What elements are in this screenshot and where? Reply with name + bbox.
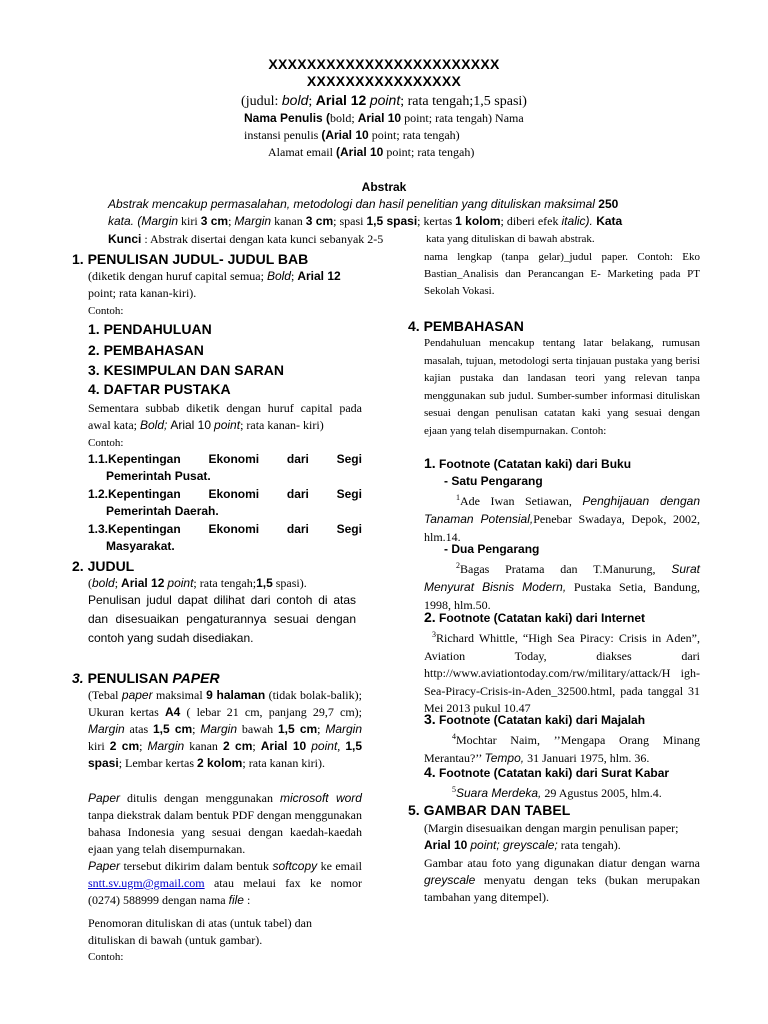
section-5-note: (Margin disesuaikan dengan margin penulisan paper; Arial 10 point; greyscale; rata tengah). — [424, 821, 679, 852]
footnote-magazine-ref: $^4$Mochtar Naim, ’’Mengapa Orang Minang Merantau?’’ Tempo, 31 Januari 1975, hlm. 36. — [424, 732, 700, 765]
footnote-internet-ref: $^3$Richard Whittle, “High Sea Piracy: Crisis in Aden”, Aviation Today, diakses dari http://www.aviationtoday.com/rw/military/attack/H igh-Sea-Piracy-Crisis-in-Aden_32500.html, pada tanggal 31 Mei 2013 pukul 10.47 — [424, 630, 700, 715]
abstract-line-3-right: kata yang dituliskan di bawah abstrak. — [426, 233, 595, 245]
subchapter-contoh: Contoh: — [88, 437, 124, 449]
subchapter-list — [88, 451, 362, 555]
footnote-book-ref-1: $^1$Ade Iwan Setiawan, Penghijauan dengan Tanaman Potensial,Penebar Swadaya, Depok, 2002, hlm.14. — [424, 493, 701, 544]
section-1-heading: 1. PENULISAN JUDUL- JUDUL BAB — [72, 251, 309, 267]
section-1-contoh: Contoh: — [88, 305, 124, 317]
abstract-line-1: Abstrak mencakup permasalahan, metodologi dan hasil penelitian yang dituliskan maksimal 250 — [108, 197, 619, 211]
footnote-internet-heading: 2. Footnote (Catatan kaki) dari Internet — [424, 609, 646, 625]
abstract-line-3-left: Kunci : Abstrak disertai dengan kata kunci sebanyak 2-5 — [108, 232, 384, 246]
email-note: Alamat email (Arial 10 point; rata tengah) — [268, 145, 475, 159]
section-3-submission-note: Paper tersebut dikirim dalam bentuk softcopy ke email sntt.sv.ugm@gmail.com atau melaui fax ke nomor (0274) 588999 dengan nama file : — [88, 859, 362, 907]
abstract-heading: Abstrak — [361, 180, 407, 194]
paper-title-line-1: XXXXXXXXXXXXXXXXXXXXXXXX — [268, 56, 500, 72]
section-4-body: Pendahuluan mencakup tentang latar belakang, rumusan masalah, tujuan, metodologi serta tinjauan pustaka yang berisi kajian pustaka dan landasan teori yang relevan tanpa menggunakan sub judul. Sumber-sumber informasi dituliskan sesuai dengan penulisan catatan kaki yang sesuai dengan ejaan yang telah disempurnakan. Contoh: — [424, 337, 700, 437]
section-2-body: Penulisan judul dapat dilihat dari contoh di atas dan disesuaikan pengaturannya sesuai dengan contoh yang sudah disediakan. — [88, 593, 356, 645]
section-2-note: (bold; Arial 12 point; rata tengah;1,5 spasi). — [88, 576, 307, 590]
chapter-item-3: 3. KESIMPULAN DAN SARAN — [88, 362, 285, 378]
institution-note: instansi penulis (Arial 10 point; rata tengah) — [244, 128, 460, 142]
chapter-item-2: 2. PEMBAHASAN — [88, 342, 204, 358]
footnote-newspaper-ref: $^5$Suara Merdeka, 29 Agustus 2005, hlm.4. — [452, 785, 662, 800]
paper-title-line-2: XXXXXXXXXXXXXXXX — [306, 73, 462, 89]
footnote-newspaper-heading: 4. Footnote (Catatan kaki) dari Surat Kabar — [424, 764, 670, 780]
section-3-word-note: Paper ditulis dengan menggunakan microsoft word tanpa diekstrak dalam bentuk PDF dengan menggunakan bahasa Indonesia yang sesuai dengan kaedah-kaedah ejaan yang telah disempurnakan. — [88, 791, 362, 856]
abstract-line-2: kata. (Margin kiri 3 cm; Margin kanan 3 cm; spasi 1,5 spasi; kertas 1 kolom; diberi efek italic). Kata — [108, 214, 623, 228]
subchapter-item-1: 1.1.Kepentingan Ekonomi dari Segi Pemerintah Pusat. — [88, 452, 362, 483]
footnote-magazine-heading: 3. Footnote (Catatan kaki) dari Majalah — [424, 711, 646, 727]
two-authors-label: - Dua Pengarang — [444, 542, 540, 556]
subchapter-item-2: 1.2.Kepentingan Ekonomi dari Segi Pemerintah Daerah. — [88, 487, 362, 518]
section-1-note: (diketik dengan huruf capital semua; Bold; Arial 12 point; rata kanan-kiri). — [88, 269, 341, 300]
chapter-item-4: 4. DAFTAR PUSTAKA — [88, 381, 231, 397]
title-format-note: (judul: bold; Arial 12 point; rata tengah;1,5 spasi) — [241, 92, 527, 109]
footnote-book-heading: 1. Footnote (Catatan kaki) dari Buku — [424, 455, 632, 471]
section-3-format-note: (Tebal paper maksimal 9 halaman (tidak bolak-balik); Ukuran kertas A4 ( lebar 21 cm, panjang 29,7 cm); Margin atas 1,5 cm; Margin bawah 1,5 cm; Margin kiri 2 cm; Margin kanan 2 cm; Arial 10 point, 1,5 spasi; Lembar kertas 2 kolom; rata kanan kiri). — [88, 688, 363, 770]
single-author-label: - Satu Pengarang — [444, 474, 543, 488]
section-3-heading: 3. PENULISAN PAPER — [72, 670, 220, 686]
footnote-book-ref-2: $^2$Bagas Pratama dan T.Manurung, Surat Menyurat Bisnis Modern, Pustaka Setia, Bandung, 1998, hlm.50. — [424, 561, 700, 612]
chapter-item-1: 1. PENDAHULUAN — [88, 321, 212, 337]
section-5-heading: 5. GAMBAR DAN TABEL — [408, 802, 571, 818]
subchapter-item-3: 1.3.Kepentingan Ekonomi dari Segi Masyarakat. — [88, 522, 362, 553]
subchapter-note: Sementara subbab diketik dengan huruf capital pada awal kata; Bold; Arial 10 point; rata kanan- kiri) — [88, 401, 362, 432]
section-3-contoh: Contoh: — [88, 951, 124, 963]
section-5-body: Gambar atau foto yang digunakan diatur dengan warna greyscale menyatu dengan teks (bukan merupakan tambahan yang ditempel). — [424, 856, 700, 904]
email-link[interactable]: sntt.sv.ugm@gmail.com — [88, 876, 205, 890]
section-2-heading: 2. JUDUL — [72, 558, 135, 574]
section-3-numbering-note: Penomoran dituliskan di atas (untuk tabel) dan dituliskan di bawah (untuk gambar). — [88, 916, 312, 947]
section-4-heading: 4. PEMBAHASAN — [408, 318, 524, 334]
filename-example: nama lengkap (tanpa gelar)_judul paper. Contoh: Eko Bastian_Analisis dan Perancangan E- Marketing pada PT Sekolah Vokasi. — [424, 251, 700, 297]
author-name-note: Nama Penulis (bold; Arial 10 point; rata tengah) Nama — [244, 111, 524, 125]
